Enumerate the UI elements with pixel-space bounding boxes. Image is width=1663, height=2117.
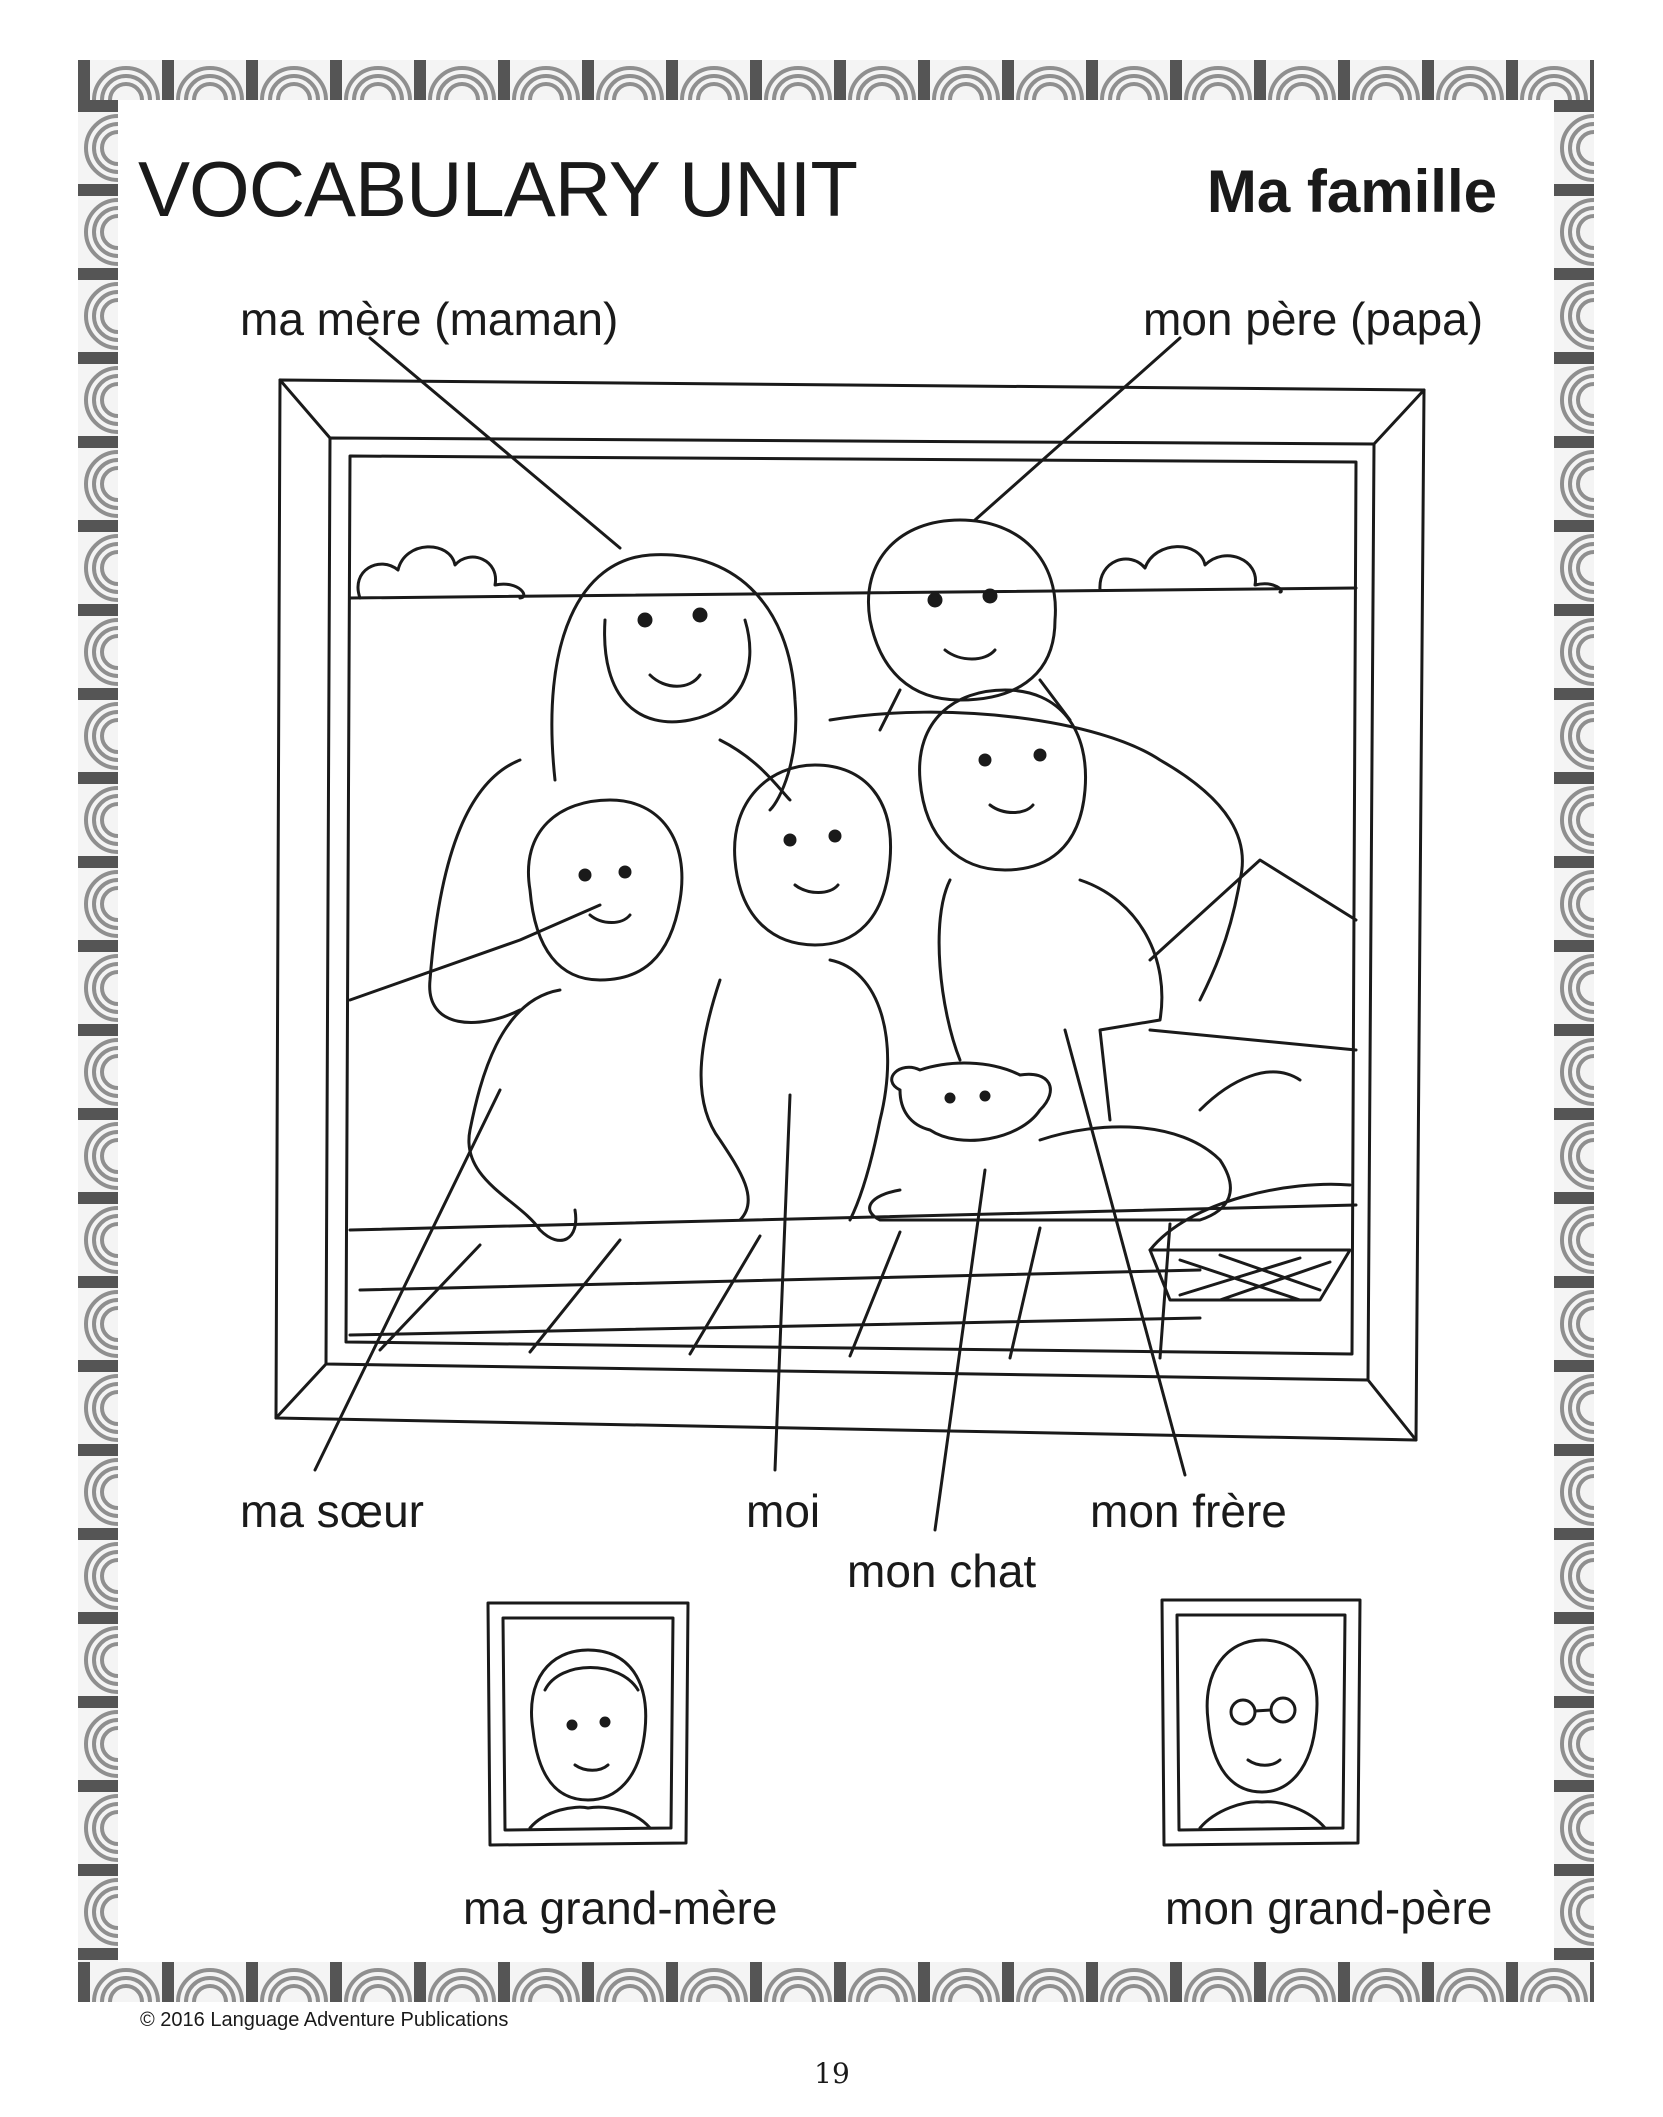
page-subtitle: Ma famille: [1206, 158, 1497, 225]
label-mother: ma mère (maman): [240, 293, 619, 345]
label-father: mon père (papa): [1143, 293, 1484, 345]
page-title: VOCABULARY UNIT: [138, 145, 857, 233]
copyright-notice: © 2016 Language Adventure Publications: [140, 2009, 509, 2031]
label-cat: mon chat: [847, 1545, 1037, 1597]
page-number: 19: [814, 2057, 850, 2090]
label-grandfather: mon grand-père: [1165, 1882, 1493, 1934]
label-grandmother: ma grand-mère: [463, 1882, 778, 1934]
label-brother: mon frère: [1090, 1485, 1287, 1537]
label-me: moi: [746, 1485, 821, 1537]
label-sister: ma sœur: [240, 1485, 424, 1537]
